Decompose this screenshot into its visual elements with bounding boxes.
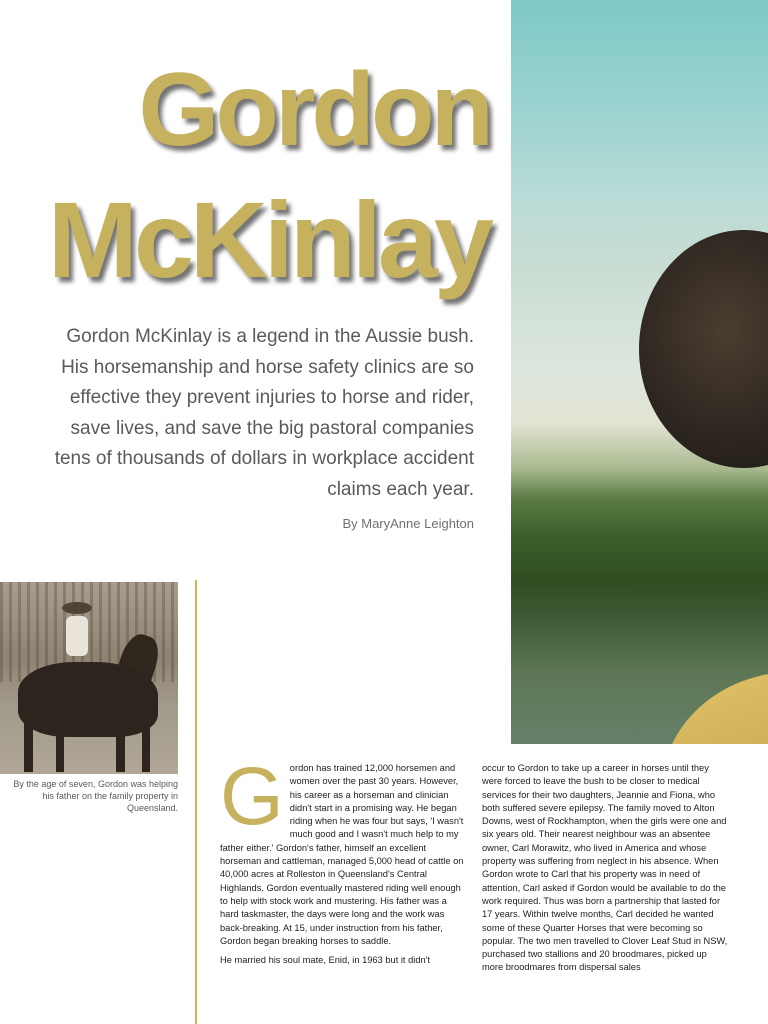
intro-paragraph: Gordon McKinlay is a legend in the Aussie bush. His horsemanship and horse safety clinics are so effective they prevent injuries to horse and rider, save lives, and save the big pastoral companies tens of thousands of dollars in workplace accident claims each year. [54,326,474,500]
hat-shape [639,230,768,468]
paragraph-2: He married his soul mate, Enid, in 1963 but it didn't [220,955,431,966]
article-column-2 [482,762,728,981]
paragraph-1 [220,751,466,948]
portrait-photo [511,0,768,744]
paragraph-1-text: ordon has trained 12,000 horsemen and women over the past 30 years. However, his career as a horseman and clinician didn't start in a promising way. He began riding when he was four but says, 'I wasn't much good and I wasn't much help to my father either.' Gordon's father, himself an excellent horseman and cattleman, managed 5,000 head of cattle on 40,000 acres at Rolleston in Queensland's Central Highlands. Gordon eventually mastered riding well enough to help with stock work and mustering. His father was a hard taskmaster, the days were long and the work was back-breaking. At 15, under instruction from his father, Gordon began breaking horses to saddle. [220,763,464,946]
title-line-2: McKinlay [47,179,490,300]
photo-caption: By the age of seven, Gordon was helping his father on the family property in Queensland. [13,779,178,813]
shoulder-shape [661,672,768,744]
column-rule [195,580,197,1024]
paragraph-3: occur to Gordon to take up a career in horses until they were forced to leave the bush to be closer to medical services for their two daughters, Jeannie and Fiona, who both suffered severe epilepsy. The family moved to Alton Downs, west of Rockhampton, when the girls were one and six years old. Their nearest neighbour was an absentee owner, Carl Morawitz, who lived in America and whose property was suffering from neglect in his absence. When Gordon wrote to Carl that his property was in need of attention, Carl asked if Gordon would be available to do the work required. Thus was born a partnership that lasted for 17 years. Within twelve months, Carl decided he wanted some of these Quarter Horses that were becoming so popular. The two men travelled to Clover Leaf Stud in NSW, purchased two stallions and 20 broodmares, picked up more broodmares from dispersal sales [482,763,728,973]
drop-cap: G [220,751,284,842]
article-column-1 [220,751,466,973]
byline: By MaryAnne Leighton [342,516,474,531]
title-line-1: Gordon [138,52,490,168]
childhood-photo [0,582,178,774]
